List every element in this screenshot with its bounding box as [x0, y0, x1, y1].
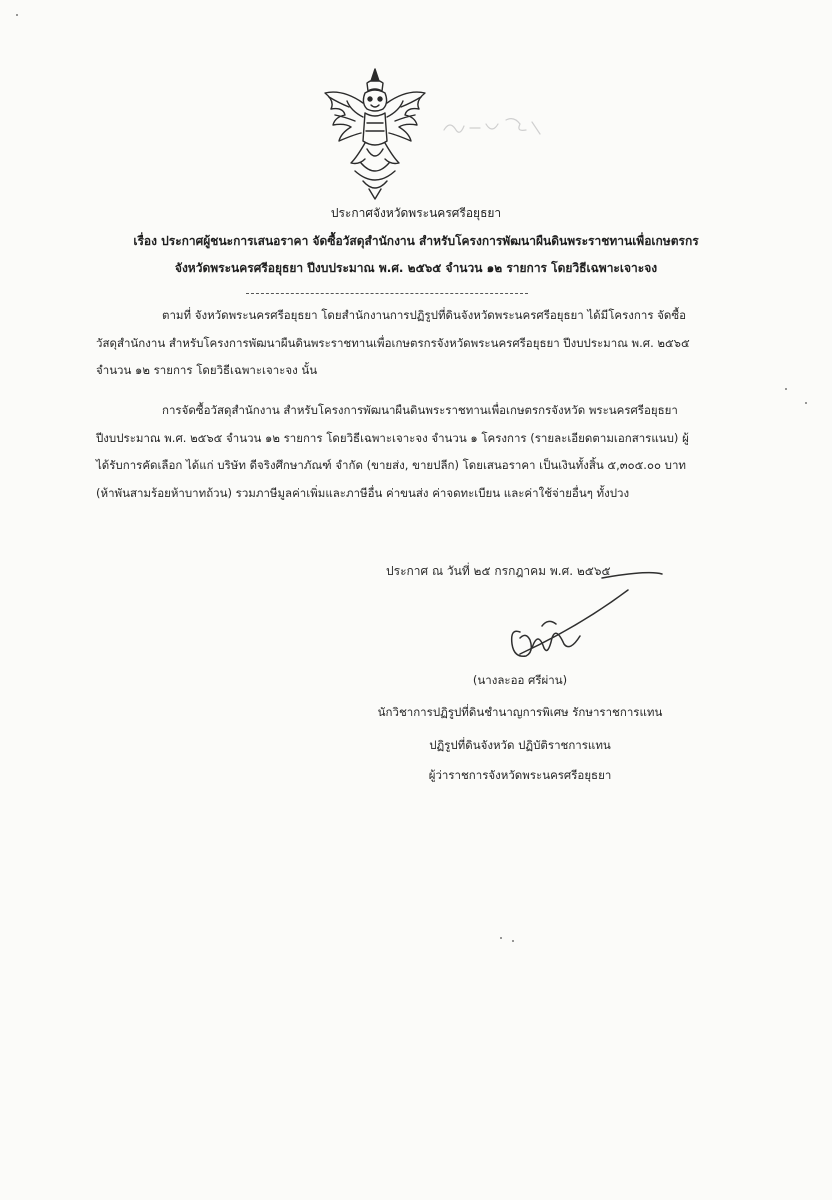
paper-speck	[500, 937, 502, 939]
faint-stamp-mark-icon	[440, 112, 550, 142]
subject-line-1: เรื่อง ประกาศผู้ชนะการเสนอราคา จัดซื้อวัสดุสำนักงาน สำหรับโครงการพัฒนาผืนดินพระราชทานเพื่อเกษตรกร	[133, 234, 699, 248]
handwritten-signature-icon	[380, 566, 680, 676]
paper-speck	[512, 940, 514, 942]
body-paragraph-2: การจัดซื้อวัสดุสำนักงาน สำหรับโครงการพัฒนาผืนดินพระราชทานเพื่อเกษตรกรจังหวัด พระนครศรีอยุธยา ปีงบประมาณ พ.ศ. ๒๕๖๕ จำนวน ๑๒ รายการ โดยวิธีเฉพาะเจาะจง จำนวน ๑ โครงการ (รายละเอียดตามเอกสารแนบ) ผู้ได้รับการคัดเลือก ได้แก่ บริษัท ดีจริงศึกษาภัณฑ์ จำกัด (ขายส่ง, ขายปลีก) โดยเสนอราคา เป็นเงินทั้งสิ้น ๕,๓๐๕.๐๐ บาท (ห้าพันสามร้อยห้าบาทถ้วน) รวมภาษีมูลค่าเพิ่มและภาษีอื่น ค่าขนส่ง ค่าจดทะเบียน และค่าใช้จ่ายอื่นๆ ทั้งปวง	[96, 403, 689, 500]
announcing-authority: ประกาศจังหวัดพระนครศรีอยุธยา	[330, 206, 502, 220]
paper-speck	[785, 388, 787, 390]
signatory-position-2: ปฏิรูปที่ดินจังหวัด ปฏิบัติราชการแทน	[429, 738, 611, 752]
body-paragraph-1: ตามที่ จังหวัดพระนครศรีอยุธยา โดยสำนักงานการปฏิรูปที่ดินจังหวัดพระนครศรีอยุธยา ได้มีโครงการ จัดซื้อวัสดุสำนักงาน สำหรับโครงการพัฒนาผืนดินพระราชทานเพื่อเกษตรกรจังหวัดพระนครศรีอยุธยา ปีงบประมาณ พ.ศ. ๒๕๖๕ จำนวน ๑๒ รายการ โดยวิธีเฉพาะเจาะจง นั้น	[96, 308, 690, 377]
signatory-name: (นางละออ ศรีผ่าน)	[472, 673, 568, 687]
separator-rule	[246, 293, 528, 294]
garuda-emblem-icon	[305, 63, 445, 203]
paper-speck	[805, 402, 807, 404]
paper-speck	[16, 14, 18, 16]
subject-line-2: จังหวัดพระนครศรีอยุธยา ปีงบประมาณ พ.ศ. ๒๕๖๕ จำนวน ๑๒ รายการ โดยวิธีเฉพาะเจาะจง	[174, 261, 658, 275]
announcement-dateline: ประกาศ ณ วันที่ ๒๕ กรกฎาคม พ.ศ. ๒๕๖๕	[386, 564, 611, 578]
signatory-position-1: นักวิชาการปฏิรูปที่ดินชำนาญการพิเศษ รักษาราชการแทน	[377, 705, 663, 719]
signatory-position-3: ผู้ว่าราชการจังหวัดพระนครศรีอยุธยา	[428, 768, 612, 782]
